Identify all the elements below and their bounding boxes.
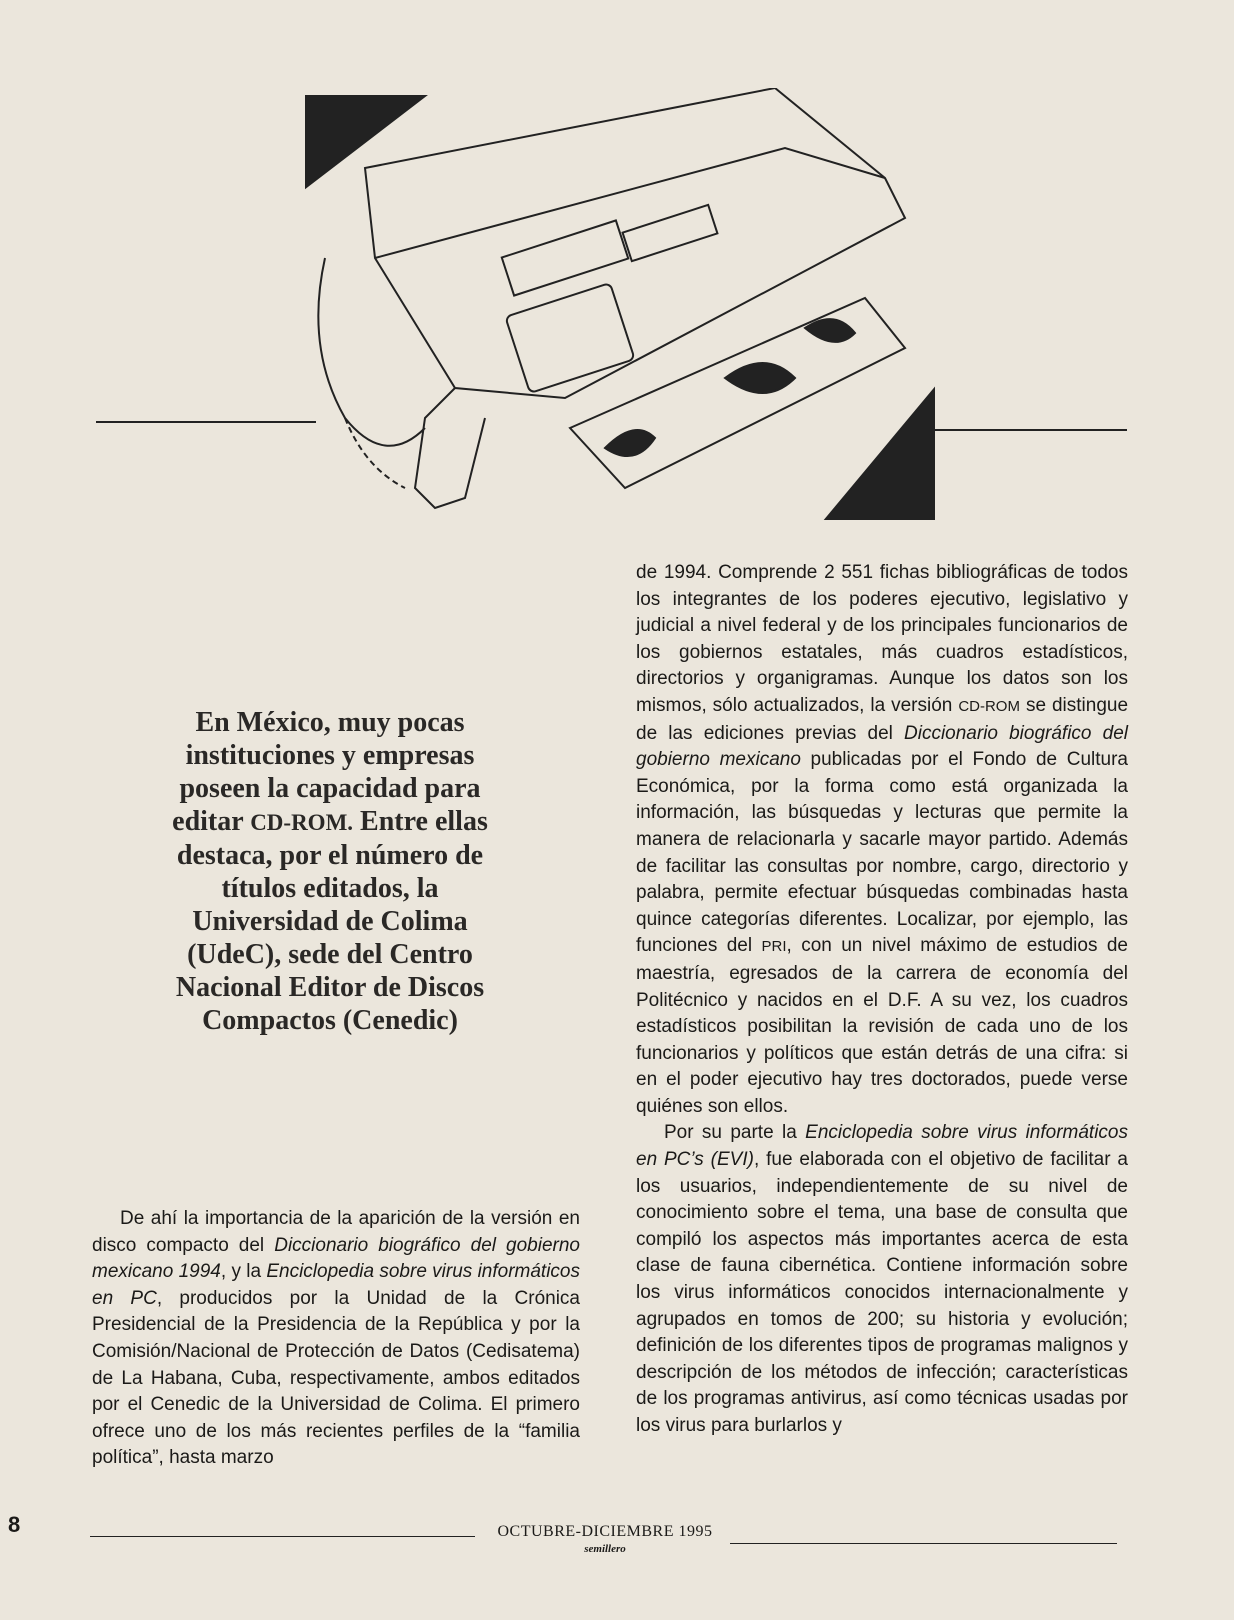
left-column xyxy=(92,1206,580,1472)
text-run: , fue elaborada con el objetivo de facilitar a los usuarios, independientemente de su nivel de conocimiento sobre el tema, una base de consulta que compiló los aspectos más importantes acerca de esta clase de fauna cibernética. Contiene información sobre los virus informáticos conocidos internacionalmente y agrupados en tomos de 200; su historia y evolución; definición de los diferentes tipos de programas malignos y descripción de los métodos de infección; características de los programas antivirus, así como técnicas usadas por los virus para burlarlos y xyxy=(636,1149,1128,1436)
cdrom-smallcaps: CD-ROM xyxy=(958,697,1020,715)
pull-quote xyxy=(160,706,500,1037)
footer-brand: semillero xyxy=(584,1543,626,1555)
footer-rule-left xyxy=(90,1536,475,1537)
text-run: , con un nivel máximo de estudios de maestría, egresados de la carrera de economía del Politécnico y nacidos en el D.F. A su vez, los cuadros estadísticos posibilitan la revisión de cada uno de los funcionarios y políticos que están detrás de una cifra: si en el poder ejecutivo hay tres doctorados, puede verse quiénes son ellos. xyxy=(636,935,1128,1117)
right-paragraph-2 xyxy=(636,1120,1128,1439)
text-run: publicadas por el Fondo de Cultura Económica, por la forma como está organizada la información, las búsquedas y lecturas que permite la manera de relacionarla y sacarle mayor partido. Además de facilitar las consultas por nombre, cargo, directorio y palabra, permite efectuar búsquedas combinadas hasta quince categorías diferentes. Localizar, por ejemplo, las funciones del xyxy=(636,749,1128,957)
footer-rule-right xyxy=(730,1543,1117,1544)
header-rule-right xyxy=(934,429,1127,431)
pull-quote-text-b: Entre ellas destaca, por el número de títulos editados, la Universidad de Colima (UdeC), sede del Centro Nacional Editor de Discos Compactos (Cenedic) xyxy=(175,806,488,1036)
page-number: 8 xyxy=(8,1512,21,1537)
fax-machine-illustration xyxy=(305,88,935,520)
right-paragraph-1 xyxy=(636,560,1128,1120)
text-run: de 1994. Comprende 2 551 fichas bibliográficas de todos los integrantes de los poderes ejecutivo, legislativo y judicial a nivel federal y de los principales funcionarios de los gobiernos estatales, más cuadros estadísticos, directorios y organigramas. Aunque los datos son los mismos, sólo actualizados, la versión xyxy=(636,562,1128,716)
text-run: De ahí la importancia de la aparición de la versión en disco compacto del xyxy=(92,1208,580,1256)
text-run: , producidos por la Unidad de la Crónica Presidencial de la Presidencia de la República y por la Comisión/Nacional de Protección de Datos (Cedisatema) de La Habana, Cuba, respectivamente, ambos editados por el Cenedic de la Universidad de Colima. El primero ofrece uno de los más recientes perfiles de la “familia política”, hasta marzo xyxy=(92,1287,580,1469)
pri-smallcaps: PRI xyxy=(761,938,787,956)
footer-date: OCTUBRE-DICIEMBRE 1995 xyxy=(497,1523,713,1540)
header-rule-left xyxy=(96,421,316,423)
book-title: Enciclopedia sobre virus informáticos en PC’s (EVI) xyxy=(636,1122,1128,1171)
text-run: , y la xyxy=(220,1261,262,1283)
footer xyxy=(480,1523,730,1555)
book-title: Diccionario biográfico del gobierno mexicano 1994 xyxy=(92,1234,580,1283)
right-column xyxy=(636,560,1128,1440)
text-run: se distingue de las ediciones previas del xyxy=(636,694,1129,744)
text-run: Por su parte la xyxy=(664,1122,797,1144)
left-paragraph-1 xyxy=(92,1206,580,1472)
book-title: Diccionario biográfico del gobierno mexicano xyxy=(636,722,1128,771)
book-title: Enciclopedia sobre virus informáticos en PC xyxy=(92,1261,581,1309)
pull-quote-text-a: En México, muy pocas instituciones y empresas poseen la capacidad para editar xyxy=(172,707,481,837)
pull-quote-cdrom: CD-ROM. xyxy=(250,810,354,835)
